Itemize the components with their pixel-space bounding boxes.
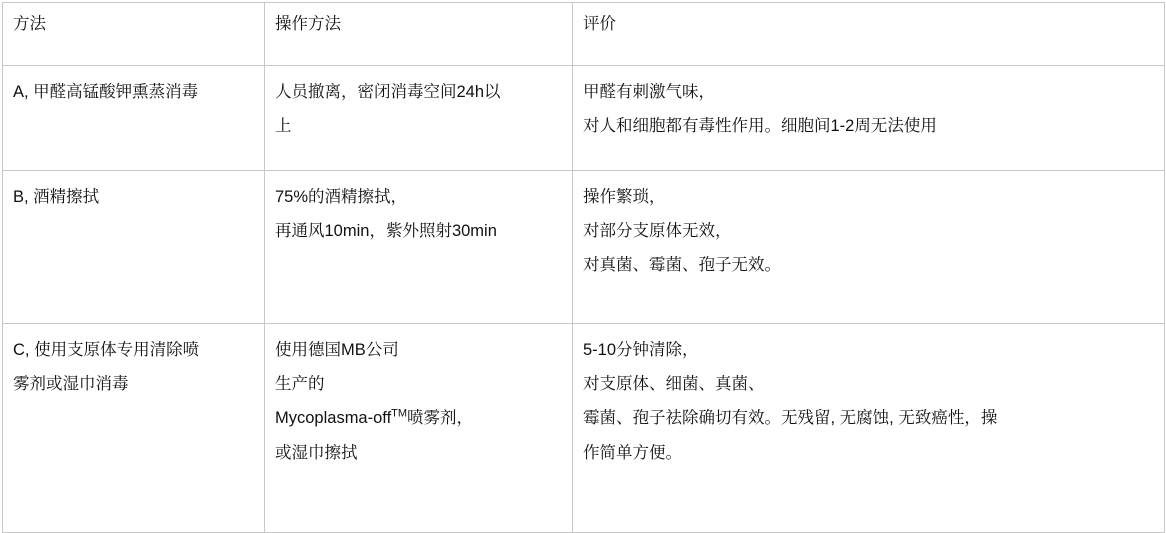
product-name-text: Mycoplasma-off bbox=[275, 409, 392, 428]
header-cell-operation bbox=[265, 3, 573, 66]
table-row bbox=[3, 324, 1165, 533]
cell-method-a bbox=[3, 66, 265, 171]
header-cell-evaluation bbox=[573, 3, 1165, 66]
method-c-line-2: 雾剂或湿巾消毒 bbox=[13, 375, 129, 394]
operation-c-line-1: 使用德国MB公司 bbox=[275, 341, 399, 359]
operation-b-line-1: 75%的酒精擦拭， bbox=[275, 188, 408, 206]
table-row bbox=[3, 66, 1165, 171]
header-label-method: 方法 bbox=[13, 15, 46, 33]
operation-c-line-2: 生产的 bbox=[275, 375, 325, 394]
cell-evaluation-c bbox=[573, 324, 1165, 533]
table-header-row bbox=[3, 3, 1165, 66]
operation-c-line-4: 或湿巾擦拭 bbox=[275, 443, 358, 462]
comparison-table bbox=[2, 2, 1165, 533]
table-row bbox=[3, 171, 1165, 324]
cell-operation-b bbox=[265, 171, 573, 324]
cell-method-c bbox=[3, 324, 265, 533]
header-cell-method bbox=[3, 3, 265, 66]
cell-operation-a bbox=[265, 66, 573, 171]
operation-b-line-2: 再通风10min，紫外照射30min bbox=[275, 222, 497, 241]
cell-method-b bbox=[3, 171, 265, 324]
evaluation-b-line-3: 对真菌、霉菌、孢子无效。 bbox=[583, 256, 781, 275]
method-a-line-1: A, 甲醛高锰酸钾熏蒸消毒 bbox=[13, 83, 199, 101]
header-label-evaluation: 评价 bbox=[583, 15, 616, 33]
evaluation-b-line-2: 对部分支原体无效， bbox=[583, 222, 732, 241]
method-b-line-1: B, 酒精擦拭 bbox=[13, 188, 100, 206]
operation-a-line-1: 人员撤离，密闭消毒空间24h以 bbox=[275, 83, 501, 101]
operation-c-line-3 bbox=[275, 402, 564, 434]
evaluation-b-line-1: 操作繁琐， bbox=[583, 188, 666, 206]
evaluation-c-line-3: 霉菌、孢子祛除确切有效。无残留, 无腐蚀, 无致癌性，操 bbox=[583, 409, 998, 428]
method-c-line-1: C, 使用支原体专用清除喷 bbox=[13, 341, 200, 359]
cell-evaluation-b bbox=[573, 171, 1165, 324]
operation-a-line-2: 上 bbox=[275, 117, 292, 136]
header-label-operation: 操作方法 bbox=[275, 15, 341, 33]
evaluation-c-line-1: 5-10分钟清除， bbox=[583, 341, 699, 359]
document-table-container bbox=[0, 2, 1166, 492]
evaluation-a-line-1: 甲醛有刺激气味， bbox=[583, 83, 715, 101]
evaluation-a-line-2: 对人和细胞都有毒性作用。细胞间1-2周无法使用 bbox=[583, 117, 937, 136]
evaluation-c-line-2: 对支原体、细菌、真菌、 bbox=[583, 375, 765, 394]
product-name-tail: 喷雾剂， bbox=[407, 409, 474, 428]
cell-operation-c bbox=[265, 324, 573, 533]
cell-evaluation-a bbox=[573, 66, 1165, 171]
evaluation-c-line-4: 作简单方便。 bbox=[583, 443, 682, 462]
trademark-superscript: TM bbox=[391, 407, 408, 420]
